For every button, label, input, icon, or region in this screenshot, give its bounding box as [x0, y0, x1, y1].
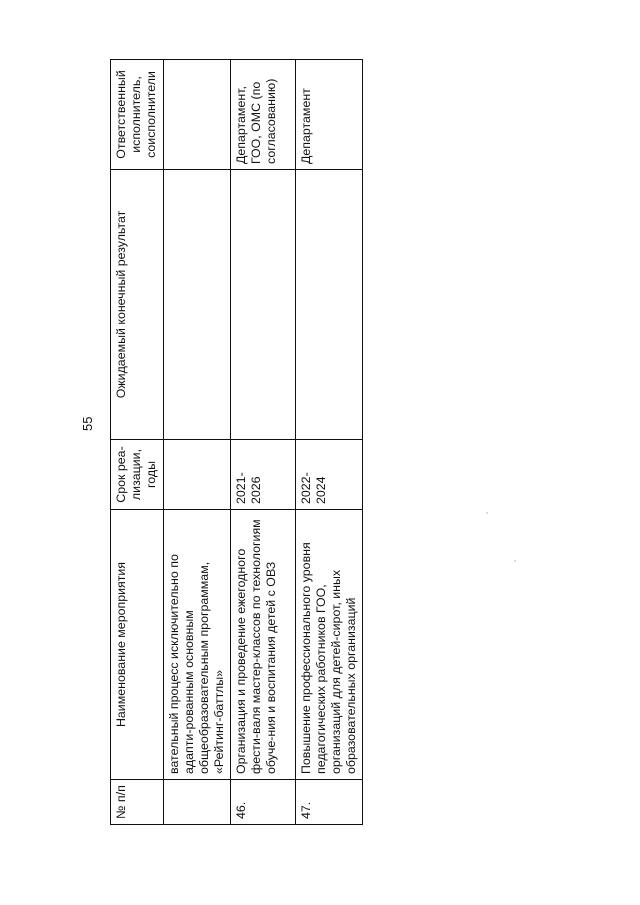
cell-result — [296, 170, 363, 440]
table-row — [231, 60, 296, 825]
table-row — [164, 60, 231, 825]
cell-term — [164, 440, 231, 510]
cell-responsible: Департамент, ГОО, ОМС (по согласованию) — [231, 60, 296, 170]
table-row — [296, 60, 363, 825]
cell-num: 47. — [296, 780, 363, 825]
cell-term: 2022-2024 — [296, 440, 363, 510]
rotated-table-container — [110, 60, 360, 825]
measures-table — [110, 59, 363, 825]
cell-responsible — [164, 60, 231, 170]
cell-result — [164, 170, 231, 440]
table-header-row — [111, 60, 164, 825]
header-responsible: Ответственный исполнитель, соисполнители — [111, 60, 164, 170]
cell-responsible: Департамент — [296, 60, 363, 170]
header-name: Наименование мероприятия — [111, 510, 164, 780]
header-term: Срок реа-лизации, годы — [111, 440, 164, 510]
cell-num — [164, 780, 231, 825]
header-num: № п/п — [111, 780, 164, 825]
header-result: Ожидаемый конечный результат — [111, 170, 164, 440]
cell-result — [231, 170, 296, 440]
cell-name: Организация и проведение ежегодного фести-валя мастер-классов по технологиям обуче-ния и воспитания детей с ОВЗ — [231, 510, 296, 780]
cell-term: 2021-2026 — [231, 440, 296, 510]
scan-speck — [514, 560, 516, 562]
cell-name: Повышение профессионального уровня педагогических работников ГОО, организаций для детей-сирот, иных образовательных организаций — [296, 510, 363, 780]
cell-num: 46. — [231, 780, 296, 825]
scan-speck — [486, 512, 488, 514]
page-number: 55 — [80, 416, 95, 431]
cell-name: вательный процесс исключительно по адапти-рованным основным общеобразовательным программам, «Рейтинг-баттлы» — [164, 510, 231, 780]
